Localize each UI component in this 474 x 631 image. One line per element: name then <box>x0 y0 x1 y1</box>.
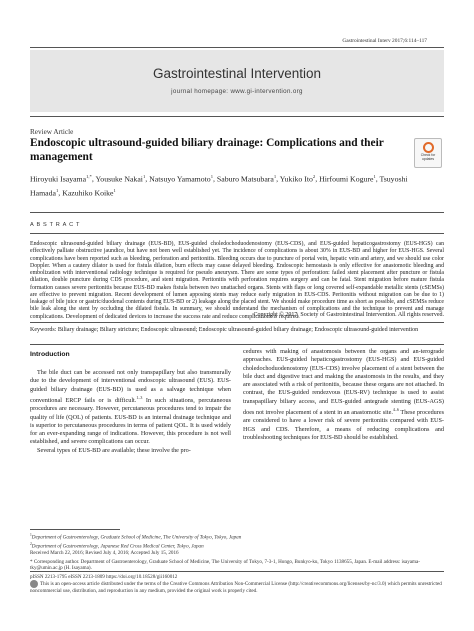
author-name: Hirfoumi Kogure <box>319 174 374 184</box>
abstract-heading: ABSTRACT <box>30 222 83 228</box>
author-affiliation-mark: 2 <box>312 174 316 179</box>
paragraph: cedures with making of anastomosis between the organs and an-terograde approaches. EUS-guided hepaticogastrostomy (EUS-HGS) and EUS-guided choledochoduodenostomy (EUS-CDS) involve placement of a stent between the bile duct and digestive tract and making the anastomosis in the results, and they are associated with a risk of peritonitis, because these organs are not attached. In contrast, the EUS-guided rendezvous (EUS-RV) technique is used to assist transpapillary biliary access, and EUS-guided antegrade stenting (EUS-AGS) does not involve placement of a stent in an anastomotic site.$^{4-6}$ These procedures are considered to have a lower risk of severe peritonitis compared with EUS-HGS and CDS. Therefore, a means of reducing complications and troubleshooting techniques for EUS-BD should be established. <box>243 348 444 442</box>
author-separator: , <box>375 174 380 184</box>
author-list <box>30 171 410 198</box>
abstract-rule <box>30 233 444 234</box>
author-name: Yousuke Nakai <box>95 174 143 184</box>
section-heading-introduction: Introduction <box>30 351 70 358</box>
author-name: Natsuyo Yamamoto <box>149 174 211 184</box>
article-title: Endoscopic ultrasound-guided biliary drainage: Complications and their management <box>30 137 384 163</box>
author-separator: , <box>276 174 280 184</box>
author-name: Hiroyuki Isayama <box>30 174 87 184</box>
author-affiliation-mark: 1 <box>273 174 277 179</box>
issn-doi[interactable]: pISSN 2213-1795 eISSN 2213-1809 https://doi.org/10.18528/gii160012 <box>30 574 178 580</box>
banner-rule <box>30 116 444 117</box>
license-text: This is an open-access article distributed under the terms of the Creative Commons Attribution Non-Commercial License (http://creativecommons.org/licenses/by-nc/3.0) which permits unrestricted noncommercial use, distribution, and reproduction in any medium, provided the original work is properly cited. <box>30 581 442 595</box>
check-updates-icon <box>423 142 434 153</box>
author-affiliation-mark: 1 <box>142 174 146 179</box>
footnote-rule <box>30 529 120 530</box>
running-head: Gastrointestinal Interv 2017;6:114–117 <box>342 38 427 44</box>
footnotes <box>30 532 444 571</box>
correspondence: * Corresponding author. Department of Gastroenterology, Graduate School of Medicine, The University of Tokyo, 7-3-1, Hongo, Bunkyo-ku, Tokyo 1138655, Japan. E-mail address: isayama-tky@umin.ac.jp (H. Isayama). <box>30 558 420 571</box>
author-separator: , <box>58 188 63 198</box>
paragraph: The bile duct can be accessed not only transpapillary but also transmurally due to the development of interventional endoscopic ultrasound (EUS). EUS-guided biliary drainage (EUS-BD) is used as a salvage technique when conventional ERCP fails or is difficult.$^{1-3}$ In such situations, percutaneous procedures are necessary. However, percutaneous procedures tend to impair the quality of life (QOL) of patients. EUS-BD is an internal drainage technique and is superior to percutaneous procedures in terms of patient QOL. It is used widely for an ever-expanding range of indications. However, this procedure is not well established, and severe complications can occur. <box>30 369 231 446</box>
check-for-updates-badge[interactable] <box>414 138 442 168</box>
author-name: Tsuyoshi Hamada <box>30 174 408 198</box>
paragraph: Several types of EUS-BD are available; these involve the pro- <box>37 446 191 454</box>
body-column-left <box>30 369 231 455</box>
keywords-rule <box>30 322 444 323</box>
journal-homepage[interactable]: journal homepage: www.gi-intervention.org <box>171 88 303 95</box>
author-name: Kazuhiko Koike <box>62 188 114 198</box>
author-affiliation-mark: 1 <box>113 187 116 193</box>
author-separator: , <box>91 174 96 184</box>
badge-label-line1: Check for <box>420 153 436 157</box>
affiliation: $^1$Department of Gastroenterology, Graduate School of Medicine, The University of Tokyo, Tokyo, Japan <box>30 533 242 541</box>
affiliation: $^2$Department of Gastroenterology, Japanese Red Cross Medical Center, Tokyo, Japan <box>30 542 204 550</box>
author-separator: , <box>212 174 217 184</box>
author-separator: , <box>315 174 320 184</box>
header-rule <box>30 47 444 48</box>
body-column-right <box>243 348 444 442</box>
license-rule <box>30 571 444 572</box>
journal-banner <box>30 50 444 112</box>
author-affiliation-mark: 1 <box>55 187 59 193</box>
abstract-top-rule <box>30 212 444 213</box>
body-rule <box>30 344 444 345</box>
author-name: Yukiko Ito <box>279 174 313 184</box>
author-separator: , <box>145 174 150 184</box>
keywords: Keywords: Biliary drainage; Biliary stricture; Endoscopic ultrasound; Endoscopic ultrasound-guided biliary drainage; Endoscopic ultrasound-guided intervention <box>30 327 419 333</box>
received-dates: Received March 22, 2016; Revised July 4, 2016; Accepted July 15, 2016 <box>30 550 179 557</box>
author-name: Saburo Matsubara <box>216 174 274 184</box>
author-affiliation-mark: 1 <box>210 174 213 179</box>
abstract-text: Endoscopic ultrasound-guided biliary drainage (EUS-BD), EUS-guided choledochoduodenostomy (EUS-CDS), and EUS-guided hepaticogastrostomy (EUS-HGS) can effectively palliate obstructive jaundice, but have not been well established yet. The incidence of complications is about 30% in EUS-BD and higher for EUS-HGS. Several complications have been reported such as bleeding, perforation and peritonitis. Bleeding occurs due to puncture of portal vein, hepatic vein and artery, and we should use color Doppler. When a cautery dilator is used for fistula dilation, burn effects may cause delayed bleeding. Endoscopic hemostasis is only effective for anastomotic bleeding and embolization with interventional radiology technique is required for pseudo aneurysm. There are some types of perforation: failed stent placement after puncture or fistula dilation, double puncture during CDS procedure, and stent migration. Peritonitis with perforation requires surgery and can be fatal. Stent migration before mature fistula formation causes severe peritonitis because EUS-BD makes fistula between two unattached organs. Stents with flaps or long covered self-expandable metallic stents (cSEMSs) are effective to prevent migration. Recent development of lumen apposing stents may reduce early migration in EUS-CDS. Peritonitis without migration can be due to 1) leakage of bile juice or gastric/duodenal contents during EUS-BD or 2) leakage along the placed stent. We should make procedure time as short as possible, and cSEMSs reduce bile leak along the stent by occluding the dilated fistula. In summary, we should understand the mechanism of complications and the technique to prevent and manage complications. Development of dedicated devices to increase the success rate and reduce complications is required. <box>30 241 444 320</box>
journal-name: Gastrointestinal Intervention <box>152 66 322 81</box>
copyright-notice: Copyright © 2017, Society of Gastrointestinal Intervention. All rights reserved. <box>253 312 444 318</box>
author-affiliation-mark: 1 <box>373 174 376 179</box>
open-access-icon <box>30 580 38 588</box>
badge-label-line2: updates <box>421 156 435 161</box>
article-type: Review Article <box>30 128 74 136</box>
author-affiliation-mark: 1,* <box>86 174 92 179</box>
license-block <box>30 574 444 595</box>
